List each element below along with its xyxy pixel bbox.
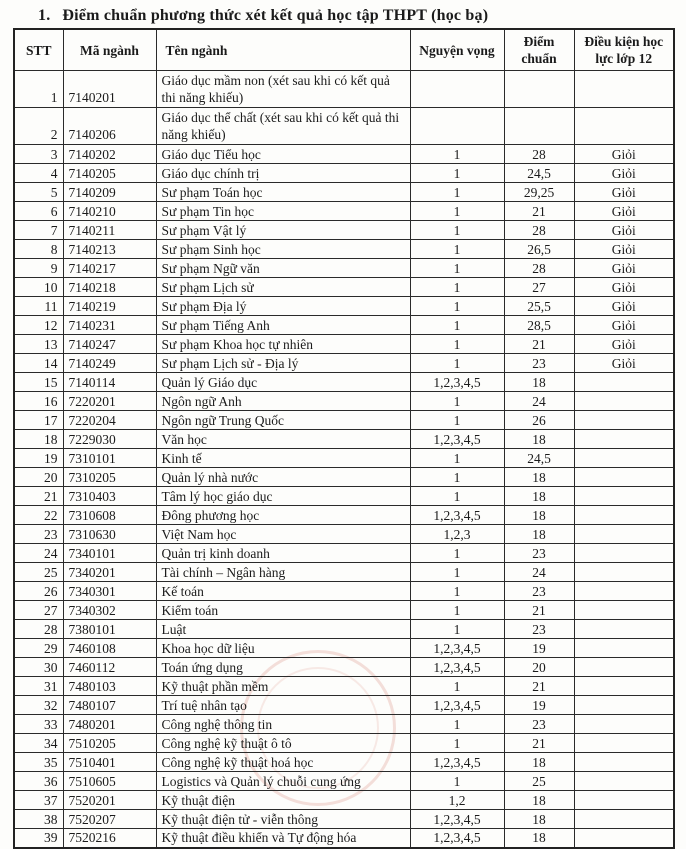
table-body — [14, 71, 674, 848]
cell-diem-chuan: 18 — [504, 506, 574, 525]
column-header-ten-nganh: Tên ngành — [156, 29, 410, 71]
cell-dieu-kien-hoc-luc — [574, 506, 674, 525]
cell-nguyen-vong: 1 — [410, 544, 504, 563]
cell-ten-nganh: Tài chính – Ngân hàng — [156, 563, 410, 582]
cell-ma-nganh: 7310403 — [63, 487, 156, 506]
cell-nguyen-vong: 1 — [410, 563, 504, 582]
cell-dieu-kien-hoc-luc — [574, 487, 674, 506]
cell-nguyen-vong: 1 — [410, 259, 504, 278]
cell-stt: 30 — [14, 658, 63, 677]
cell-stt: 13 — [14, 335, 63, 354]
cell-diem-chuan: 18 — [504, 373, 574, 392]
cell-ma-nganh: 7340301 — [63, 582, 156, 601]
cell-nguyen-vong: 1 — [410, 449, 504, 468]
cell-stt: 8 — [14, 240, 63, 259]
cell-ma-nganh: 7140210 — [63, 202, 156, 221]
cell-ma-nganh: 7140247 — [63, 335, 156, 354]
cell-nguyen-vong: 1,2,3,4,5 — [410, 696, 504, 715]
cell-ma-nganh: 7140219 — [63, 297, 156, 316]
cell-ma-nganh: 7140209 — [63, 183, 156, 202]
cell-dieu-kien-hoc-luc — [574, 829, 674, 848]
cell-ten-nganh: Sư phạm Sinh học — [156, 240, 410, 259]
cell-nguyen-vong: 1,2,3,4,5 — [410, 373, 504, 392]
cell-ten-nganh: Giáo dục chính trị — [156, 164, 410, 183]
cell-diem-chuan: 23 — [504, 715, 574, 734]
cell-stt: 20 — [14, 468, 63, 487]
table-header-row — [14, 29, 674, 71]
cell-diem-chuan: 24,5 — [504, 449, 574, 468]
cell-nguyen-vong: 1 — [410, 677, 504, 696]
cell-dieu-kien-hoc-luc — [574, 658, 674, 677]
cell-diem-chuan — [504, 108, 574, 145]
cell-nguyen-vong: 1 — [410, 411, 504, 430]
cell-stt: 4 — [14, 164, 63, 183]
cell-dieu-kien-hoc-luc — [574, 373, 674, 392]
cell-diem-chuan: 28,5 — [504, 316, 574, 335]
cell-ten-nganh: Kỹ thuật phần mềm — [156, 677, 410, 696]
cell-nguyen-vong: 1 — [410, 601, 504, 620]
cell-ma-nganh: 7140218 — [63, 278, 156, 297]
table-row — [14, 145, 674, 164]
cell-dieu-kien-hoc-luc — [574, 677, 674, 696]
table-row — [14, 506, 674, 525]
cell-ma-nganh: 7380101 — [63, 620, 156, 639]
cell-stt: 27 — [14, 601, 63, 620]
cell-stt: 35 — [14, 753, 63, 772]
table-row — [14, 240, 674, 259]
cell-ma-nganh: 7140201 — [63, 71, 156, 108]
cell-stt: 18 — [14, 430, 63, 449]
admission-scores-table — [13, 28, 675, 849]
cell-ten-nganh: Luật — [156, 620, 410, 639]
cell-nguyen-vong: 1 — [410, 316, 504, 335]
cell-dieu-kien-hoc-luc — [574, 392, 674, 411]
cell-ma-nganh: 7229030 — [63, 430, 156, 449]
cell-dieu-kien-hoc-luc — [574, 772, 674, 791]
cell-dieu-kien-hoc-luc: Giỏi — [574, 164, 674, 183]
cell-ma-nganh: 7340201 — [63, 563, 156, 582]
cell-ten-nganh: Sư phạm Địa lý — [156, 297, 410, 316]
cell-nguyen-vong: 1 — [410, 221, 504, 240]
column-header-dieu-kien-hoc-luc: Điều kiện học lực lớp 12 — [574, 29, 674, 71]
cell-dieu-kien-hoc-luc — [574, 810, 674, 829]
cell-diem-chuan: 21 — [504, 677, 574, 696]
cell-nguyen-vong — [410, 71, 504, 108]
cell-ma-nganh: 7140202 — [63, 145, 156, 164]
cell-stt: 32 — [14, 696, 63, 715]
cell-ma-nganh: 7140206 — [63, 108, 156, 145]
cell-dieu-kien-hoc-luc: Giỏi — [574, 297, 674, 316]
cell-ten-nganh: Kỹ thuật điện tử - viễn thông — [156, 810, 410, 829]
table-row — [14, 563, 674, 582]
table-row — [14, 354, 674, 373]
table-row — [14, 108, 674, 145]
table-row — [14, 544, 674, 563]
table-row — [14, 753, 674, 772]
table-row — [14, 772, 674, 791]
cell-ten-nganh: Toán ứng dụng — [156, 658, 410, 677]
cell-stt: 1 — [14, 71, 63, 108]
cell-nguyen-vong: 1,2,3,4,5 — [410, 658, 504, 677]
cell-dieu-kien-hoc-luc — [574, 715, 674, 734]
cell-nguyen-vong: 1 — [410, 297, 504, 316]
cell-stt: 33 — [14, 715, 63, 734]
cell-ma-nganh: 7510605 — [63, 772, 156, 791]
cell-ten-nganh: Sư phạm Toán học — [156, 183, 410, 202]
title-text: Điểm chuẩn phương thức xét kết quả học tập THPT (học bạ) — [62, 7, 489, 24]
cell-stt: 11 — [14, 297, 63, 316]
column-header-stt: STT — [14, 29, 63, 71]
cell-stt: 15 — [14, 373, 63, 392]
cell-ma-nganh: 7310630 — [63, 525, 156, 544]
cell-ten-nganh: Kỹ thuật điện — [156, 791, 410, 810]
cell-ten-nganh: Giáo dục thể chất (xét sau khi có kết quả thi năng khiếu) — [156, 108, 410, 145]
cell-dieu-kien-hoc-luc — [574, 753, 674, 772]
cell-stt: 5 — [14, 183, 63, 202]
cell-ten-nganh: Giáo dục Tiểu học — [156, 145, 410, 164]
cell-stt: 31 — [14, 677, 63, 696]
cell-diem-chuan: 26,5 — [504, 240, 574, 259]
table-row — [14, 316, 674, 335]
cell-dieu-kien-hoc-luc — [574, 468, 674, 487]
table-row — [14, 164, 674, 183]
cell-diem-chuan: 21 — [504, 202, 574, 221]
cell-ten-nganh: Giáo dục mầm non (xét sau khi có kết quả thi năng khiếu) — [156, 71, 410, 108]
cell-diem-chuan: 24,5 — [504, 164, 574, 183]
cell-ma-nganh: 7520216 — [63, 829, 156, 848]
cell-stt: 26 — [14, 582, 63, 601]
cell-diem-chuan: 19 — [504, 696, 574, 715]
cell-nguyen-vong: 1 — [410, 392, 504, 411]
cell-ma-nganh: 7310101 — [63, 449, 156, 468]
cell-ma-nganh: 7510401 — [63, 753, 156, 772]
table-row — [14, 601, 674, 620]
cell-stt: 24 — [14, 544, 63, 563]
cell-stt: 22 — [14, 506, 63, 525]
cell-nguyen-vong: 1,2,3,4,5 — [410, 506, 504, 525]
cell-diem-chuan: 18 — [504, 810, 574, 829]
cell-dieu-kien-hoc-luc: Giỏi — [574, 278, 674, 297]
cell-stt: 17 — [14, 411, 63, 430]
table-row — [14, 677, 674, 696]
cell-ma-nganh: 7310205 — [63, 468, 156, 487]
cell-diem-chuan: 23 — [504, 620, 574, 639]
cell-nguyen-vong: 1 — [410, 487, 504, 506]
table-row — [14, 658, 674, 677]
cell-diem-chuan: 18 — [504, 525, 574, 544]
cell-diem-chuan: 24 — [504, 563, 574, 582]
cell-stt: 37 — [14, 791, 63, 810]
cell-ten-nganh: Sư phạm Tin học — [156, 202, 410, 221]
cell-nguyen-vong: 1 — [410, 145, 504, 164]
cell-ten-nganh: Tâm lý học giáo dục — [156, 487, 410, 506]
cell-dieu-kien-hoc-luc — [574, 696, 674, 715]
cell-dieu-kien-hoc-luc: Giỏi — [574, 183, 674, 202]
cell-diem-chuan: 21 — [504, 335, 574, 354]
cell-stt: 21 — [14, 487, 63, 506]
cell-ma-nganh: 7140114 — [63, 373, 156, 392]
cell-stt: 34 — [14, 734, 63, 753]
cell-diem-chuan: 18 — [504, 791, 574, 810]
cell-ma-nganh: 7520207 — [63, 810, 156, 829]
table-row — [14, 202, 674, 221]
cell-stt: 38 — [14, 810, 63, 829]
cell-diem-chuan: 27 — [504, 278, 574, 297]
cell-nguyen-vong: 1 — [410, 202, 504, 221]
cell-dieu-kien-hoc-luc — [574, 620, 674, 639]
cell-dieu-kien-hoc-luc: Giỏi — [574, 354, 674, 373]
cell-stt: 12 — [14, 316, 63, 335]
cell-dieu-kien-hoc-luc — [574, 449, 674, 468]
cell-ten-nganh: Công nghệ kỹ thuật hoá học — [156, 753, 410, 772]
cell-stt: 28 — [14, 620, 63, 639]
cell-nguyen-vong: 1,2,3,4,5 — [410, 753, 504, 772]
cell-ten-nganh: Quản lý nhà nước — [156, 468, 410, 487]
cell-dieu-kien-hoc-luc — [574, 411, 674, 430]
cell-ma-nganh: 7140213 — [63, 240, 156, 259]
cell-ma-nganh: 7460112 — [63, 658, 156, 677]
cell-ma-nganh: 7220201 — [63, 392, 156, 411]
cell-ten-nganh: Công nghệ thông tin — [156, 715, 410, 734]
table-row — [14, 297, 674, 316]
cell-dieu-kien-hoc-luc — [574, 525, 674, 544]
cell-diem-chuan: 19 — [504, 639, 574, 658]
cell-diem-chuan: 23 — [504, 354, 574, 373]
cell-nguyen-vong: 1,2,3,4,5 — [410, 430, 504, 449]
cell-stt: 3 — [14, 145, 63, 164]
cell-nguyen-vong: 1 — [410, 335, 504, 354]
cell-ten-nganh: Đông phương học — [156, 506, 410, 525]
cell-dieu-kien-hoc-luc — [574, 430, 674, 449]
cell-ma-nganh: 7220204 — [63, 411, 156, 430]
cell-ma-nganh: 7520201 — [63, 791, 156, 810]
cell-ten-nganh: Kiểm toán — [156, 601, 410, 620]
cell-diem-chuan: 26 — [504, 411, 574, 430]
table-row — [14, 468, 674, 487]
cell-stt: 2 — [14, 108, 63, 145]
cell-ten-nganh: Khoa học dữ liệu — [156, 639, 410, 658]
table-row — [14, 183, 674, 202]
table-row — [14, 791, 674, 810]
cell-stt: 25 — [14, 563, 63, 582]
cell-ma-nganh: 7140205 — [63, 164, 156, 183]
cell-stt: 39 — [14, 829, 63, 848]
cell-dieu-kien-hoc-luc — [574, 791, 674, 810]
table-row — [14, 71, 674, 108]
cell-ten-nganh: Sư phạm Lịch sử — [156, 278, 410, 297]
cell-nguyen-vong: 1 — [410, 715, 504, 734]
cell-diem-chuan: 28 — [504, 221, 574, 240]
cell-dieu-kien-hoc-luc: Giỏi — [574, 259, 674, 278]
cell-nguyen-vong: 1,2,3,4,5 — [410, 639, 504, 658]
cell-ma-nganh: 7480201 — [63, 715, 156, 734]
cell-ma-nganh: 7140211 — [63, 221, 156, 240]
cell-diem-chuan: 28 — [504, 259, 574, 278]
cell-stt: 23 — [14, 525, 63, 544]
cell-nguyen-vong: 1 — [410, 620, 504, 639]
table-row — [14, 449, 674, 468]
table-row — [14, 639, 674, 658]
cell-ten-nganh: Sư phạm Tiếng Anh — [156, 316, 410, 335]
cell-stt: 9 — [14, 259, 63, 278]
cell-ma-nganh: 7310608 — [63, 506, 156, 525]
table-row — [14, 411, 674, 430]
cell-dieu-kien-hoc-luc — [574, 639, 674, 658]
cell-stt: 10 — [14, 278, 63, 297]
cell-ten-nganh: Ngôn ngữ Anh — [156, 392, 410, 411]
cell-ten-nganh: Kinh tế — [156, 449, 410, 468]
cell-stt: 19 — [14, 449, 63, 468]
cell-stt: 6 — [14, 202, 63, 221]
cell-stt: 16 — [14, 392, 63, 411]
cell-ma-nganh: 7480103 — [63, 677, 156, 696]
cell-ten-nganh: Việt Nam học — [156, 525, 410, 544]
cell-diem-chuan — [504, 71, 574, 108]
table-row — [14, 696, 674, 715]
cell-ten-nganh: Sư phạm Ngữ văn — [156, 259, 410, 278]
cell-diem-chuan: 18 — [504, 487, 574, 506]
column-header-diem-chuan: Điểm chuẩn — [504, 29, 574, 71]
cell-stt: 14 — [14, 354, 63, 373]
cell-diem-chuan: 24 — [504, 392, 574, 411]
cell-dieu-kien-hoc-luc — [574, 582, 674, 601]
cell-ten-nganh: Kỹ thuật điều khiển và Tự động hóa — [156, 829, 410, 848]
cell-nguyen-vong: 1 — [410, 468, 504, 487]
column-header-nguyen-vong: Nguyện vọng — [410, 29, 504, 71]
cell-ma-nganh: 7460108 — [63, 639, 156, 658]
cell-nguyen-vong: 1,2,3,4,5 — [410, 810, 504, 829]
cell-diem-chuan: 25 — [504, 772, 574, 791]
cell-dieu-kien-hoc-luc: Giỏi — [574, 145, 674, 164]
cell-nguyen-vong: 1 — [410, 278, 504, 297]
cell-dieu-kien-hoc-luc — [574, 71, 674, 108]
cell-nguyen-vong: 1 — [410, 240, 504, 259]
cell-diem-chuan: 18 — [504, 753, 574, 772]
cell-nguyen-vong — [410, 108, 504, 145]
column-header-ma-nganh: Mã ngành — [63, 29, 156, 71]
cell-nguyen-vong: 1 — [410, 183, 504, 202]
table-row — [14, 430, 674, 449]
cell-ten-nganh: Sư phạm Khoa học tự nhiên — [156, 335, 410, 354]
cell-diem-chuan: 18 — [504, 829, 574, 848]
cell-dieu-kien-hoc-luc: Giỏi — [574, 202, 674, 221]
table-row — [14, 221, 674, 240]
table-row — [14, 734, 674, 753]
cell-dieu-kien-hoc-luc — [574, 108, 674, 145]
cell-nguyen-vong: 1 — [410, 164, 504, 183]
title-number: 1. — [38, 7, 51, 24]
cell-nguyen-vong: 1 — [410, 582, 504, 601]
cell-ma-nganh: 7480107 — [63, 696, 156, 715]
cell-diem-chuan: 23 — [504, 544, 574, 563]
cell-diem-chuan: 21 — [504, 601, 574, 620]
cell-ma-nganh: 7140217 — [63, 259, 156, 278]
cell-dieu-kien-hoc-luc: Giỏi — [574, 316, 674, 335]
cell-ten-nganh: Công nghệ kỹ thuật ô tô — [156, 734, 410, 753]
cell-ma-nganh: 7140231 — [63, 316, 156, 335]
cell-stt: 29 — [14, 639, 63, 658]
table-row — [14, 392, 674, 411]
cell-nguyen-vong: 1 — [410, 734, 504, 753]
cell-diem-chuan: 21 — [504, 734, 574, 753]
page-title — [0, 0, 686, 28]
cell-diem-chuan: 18 — [504, 430, 574, 449]
cell-nguyen-vong: 1 — [410, 354, 504, 373]
cell-nguyen-vong: 1 — [410, 772, 504, 791]
cell-diem-chuan: 25,5 — [504, 297, 574, 316]
cell-ten-nganh: Logistics và Quản lý chuỗi cung ứng — [156, 772, 410, 791]
cell-ma-nganh: 7340101 — [63, 544, 156, 563]
cell-ma-nganh: 7510205 — [63, 734, 156, 753]
cell-diem-chuan: 28 — [504, 145, 574, 164]
cell-ten-nganh: Sư phạm Vật lý — [156, 221, 410, 240]
cell-dieu-kien-hoc-luc — [574, 601, 674, 620]
table-row — [14, 373, 674, 392]
cell-dieu-kien-hoc-luc: Giỏi — [574, 240, 674, 259]
cell-dieu-kien-hoc-luc: Giỏi — [574, 221, 674, 240]
cell-stt: 7 — [14, 221, 63, 240]
table-row — [14, 582, 674, 601]
cell-diem-chuan: 23 — [504, 582, 574, 601]
table-row — [14, 487, 674, 506]
cell-dieu-kien-hoc-luc — [574, 734, 674, 753]
table-row — [14, 278, 674, 297]
cell-nguyen-vong: 1,2,3,4,5 — [410, 829, 504, 848]
cell-ten-nganh: Sư phạm Lịch sử - Địa lý — [156, 354, 410, 373]
cell-dieu-kien-hoc-luc — [574, 563, 674, 582]
cell-ten-nganh: Quản trị kinh doanh — [156, 544, 410, 563]
cell-ma-nganh: 7340302 — [63, 601, 156, 620]
cell-ten-nganh: Trí tuệ nhân tạo — [156, 696, 410, 715]
cell-nguyen-vong: 1,2,3 — [410, 525, 504, 544]
cell-nguyen-vong: 1,2 — [410, 791, 504, 810]
table-row — [14, 715, 674, 734]
table-row — [14, 335, 674, 354]
cell-ten-nganh: Văn học — [156, 430, 410, 449]
table-row — [14, 525, 674, 544]
cell-ten-nganh: Quản lý Giáo dục — [156, 373, 410, 392]
table-row — [14, 829, 674, 848]
cell-diem-chuan: 29,25 — [504, 183, 574, 202]
cell-dieu-kien-hoc-luc — [574, 544, 674, 563]
cell-ten-nganh: Ngôn ngữ Trung Quốc — [156, 411, 410, 430]
cell-ma-nganh: 7140249 — [63, 354, 156, 373]
cell-diem-chuan: 20 — [504, 658, 574, 677]
cell-ten-nganh: Kế toán — [156, 582, 410, 601]
table-row — [14, 620, 674, 639]
cell-dieu-kien-hoc-luc: Giỏi — [574, 335, 674, 354]
cell-diem-chuan: 18 — [504, 468, 574, 487]
table-row — [14, 259, 674, 278]
cell-stt: 36 — [14, 772, 63, 791]
table-row — [14, 810, 674, 829]
